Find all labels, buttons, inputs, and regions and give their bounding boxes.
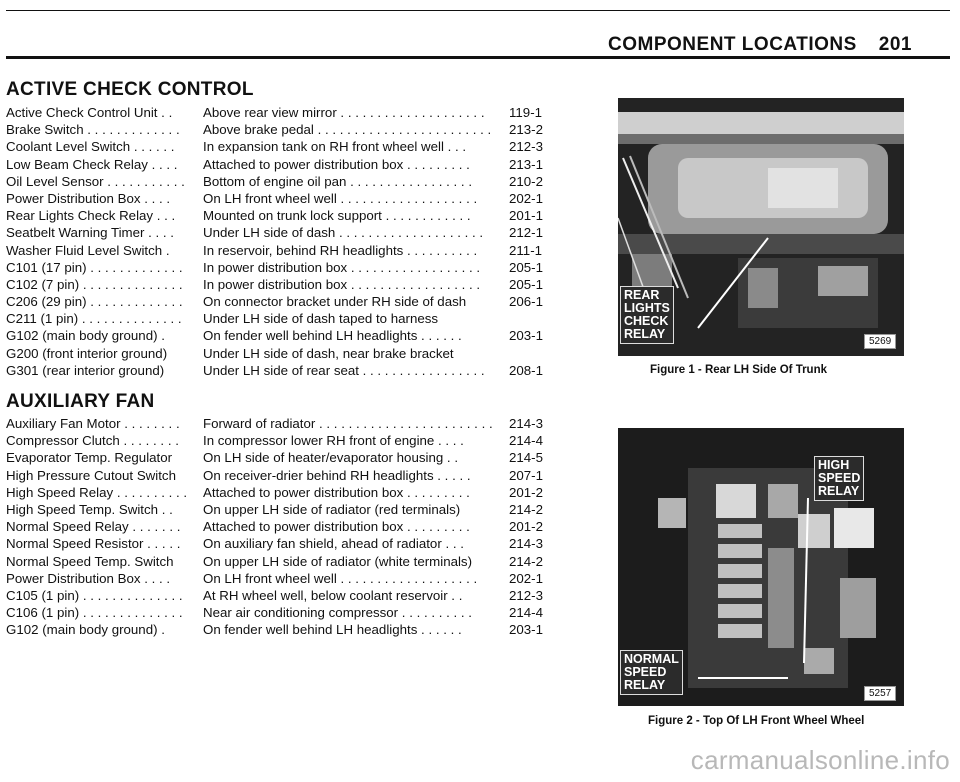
entry-row bbox=[6, 362, 566, 379]
component-name: Washer Fluid Level Switch . bbox=[6, 242, 170, 258]
component-location: Attached to power distribution box . . . . . . . . . bbox=[203, 156, 470, 172]
figure-reference: 212-1 bbox=[509, 225, 544, 241]
component-name: High Pressure Cutout Switch bbox=[6, 467, 176, 483]
component-location: On fender well behind LH headlights . . . . . . bbox=[203, 328, 462, 344]
figure-reference: 211-1 bbox=[509, 242, 543, 258]
figure-reference: 201-1 bbox=[509, 208, 544, 224]
entry-row bbox=[6, 276, 566, 293]
component-name: G200 (front interior ground) bbox=[6, 345, 168, 361]
component-location: On LH front wheel well . . . . . . . . . . . . . . . . . . . bbox=[203, 190, 478, 206]
component-name: C206 (29 pin) . . . . . . . . . . . . . bbox=[6, 294, 183, 310]
callout-line: HIGH bbox=[818, 458, 850, 472]
photo-number: 5269 bbox=[864, 334, 896, 349]
figure-reference: 201-2 bbox=[509, 519, 544, 535]
entry-row bbox=[6, 467, 566, 484]
figure-reference: 214-2 bbox=[509, 501, 544, 517]
entry-row bbox=[6, 207, 566, 224]
figure-reference: 205-1 bbox=[509, 259, 544, 275]
entry-row bbox=[6, 242, 566, 259]
component-location: Attached to power distribution box . . . . . . . . . bbox=[203, 484, 470, 500]
figure-reference: 213-1 bbox=[509, 156, 544, 172]
callout-line: SPEED bbox=[818, 471, 861, 485]
component-name: Active Check Control Unit . . bbox=[6, 105, 173, 120]
active-check-list bbox=[6, 104, 566, 379]
aux-fan-title: AUXILIARY FAN bbox=[6, 391, 155, 412]
component-location: Bottom of engine oil pan . . . . . . . . . . . . . . . . . bbox=[203, 173, 473, 189]
page-number: 201 bbox=[878, 34, 912, 55]
component-location: Under LH side of dash taped to harness bbox=[203, 311, 439, 327]
active-check-title: ACTIVE CHECK CONTROL bbox=[6, 79, 254, 100]
figure-reference: 210-2 bbox=[509, 173, 544, 189]
component-location: Near air conditioning compressor . . . . . . . . . . bbox=[203, 605, 472, 621]
component-name: Normal Speed Resistor . . . . . bbox=[6, 536, 181, 552]
entry-row bbox=[6, 310, 566, 327]
component-location: Under LH side of dash, near brake bracket bbox=[203, 345, 454, 361]
component-name: C101 (17 pin) . . . . . . . . . . . . . bbox=[6, 259, 183, 275]
callout-line: LIGHTS bbox=[624, 301, 670, 315]
component-location: On receiver-drier behind RH headlights . . . . . bbox=[203, 467, 471, 483]
entry-row bbox=[6, 121, 566, 138]
component-location: In power distribution box . . . . . . . . . . . . . . . . . . bbox=[203, 276, 481, 292]
component-location: At RH wheel well, below coolant reservoir . . bbox=[203, 587, 463, 603]
component-name: High Speed Temp. Switch . . bbox=[6, 501, 173, 517]
top-thin-rule bbox=[6, 10, 950, 11]
component-location: On upper LH side of radiator (white terminals) bbox=[203, 553, 473, 569]
component-name: Coolant Level Switch . . . . . . bbox=[6, 139, 175, 155]
component-name: Brake Switch . . . . . . . . . . . . . bbox=[6, 122, 180, 138]
figure-reference: 202-1 bbox=[509, 190, 544, 206]
entry-row bbox=[6, 604, 566, 621]
entry-row bbox=[6, 259, 566, 276]
figure-reference: 214-4 bbox=[509, 433, 544, 449]
aux-fan-list bbox=[6, 415, 566, 638]
entry-row bbox=[6, 449, 566, 466]
callout-line: RELAY bbox=[624, 678, 666, 692]
component-name: Compressor Clutch . . . . . . . . bbox=[6, 433, 179, 449]
component-location: In power distribution box . . . . . . . . . . . . . . . . . . bbox=[203, 259, 481, 275]
component-name: Normal Speed Relay . . . . . . . bbox=[6, 519, 181, 535]
figure-reference: 212-3 bbox=[509, 139, 544, 155]
entry-row bbox=[6, 570, 566, 587]
component-location: Forward of radiator . . . . . . . . . . . . . . . . . . . . . . . . bbox=[203, 416, 493, 431]
component-location: On fender well behind LH headlights . . . . . . bbox=[203, 622, 462, 638]
figure-reference: 212-3 bbox=[509, 587, 544, 603]
callout-line: RELAY bbox=[818, 484, 860, 498]
component-name: Auxiliary Fan Motor . . . . . . . . bbox=[6, 416, 180, 431]
entry-row bbox=[6, 553, 566, 570]
entry-row bbox=[6, 535, 566, 552]
photo-number: 5257 bbox=[864, 686, 896, 701]
section-heading: COMPONENT LOCATIONS bbox=[608, 34, 857, 55]
component-location: Above rear view mirror . . . . . . . . . . . . . . . . . . . . bbox=[203, 105, 485, 120]
figure-1-caption: Figure 1 - Rear LH Side Of Trunk bbox=[650, 364, 828, 376]
figure-reference: 214-2 bbox=[509, 553, 544, 569]
trunk-photo bbox=[618, 98, 904, 356]
figure-reference: 208-1 bbox=[509, 362, 544, 378]
component-name: Normal Speed Temp. Switch bbox=[6, 553, 174, 569]
component-name: C211 (1 pin) . . . . . . . . . . . . . . bbox=[6, 311, 182, 327]
callout-line: RELAY bbox=[624, 327, 666, 341]
figure-reference: 203-1 bbox=[509, 622, 544, 638]
figure-reference: 201-2 bbox=[509, 484, 544, 500]
entry-row bbox=[6, 432, 566, 449]
entry-row bbox=[6, 621, 566, 638]
entry-row bbox=[6, 327, 566, 344]
figure-reference: 205-1 bbox=[509, 276, 544, 292]
entry-row bbox=[6, 190, 566, 207]
component-name: High Speed Relay . . . . . . . . . . bbox=[6, 484, 188, 500]
figure-reference: 207-1 bbox=[509, 467, 544, 483]
header-rule bbox=[6, 56, 950, 59]
component-location: In compressor lower RH front of engine . . . . bbox=[203, 433, 464, 449]
callout-line: REAR bbox=[624, 288, 660, 302]
component-location: Under LH side of rear seat . . . . . . . . . . . . . . . . . bbox=[203, 362, 485, 378]
component-name: G102 (main body ground) . bbox=[6, 328, 165, 344]
component-name: C105 (1 pin) . . . . . . . . . . . . . . bbox=[6, 587, 183, 603]
callout-line: CHECK bbox=[624, 314, 669, 328]
component-name: Rear Lights Check Relay . . . bbox=[6, 208, 176, 224]
entry-row bbox=[6, 587, 566, 604]
entry-row bbox=[6, 224, 566, 241]
entry-row bbox=[6, 138, 566, 155]
high-speed-relay-callout bbox=[814, 456, 864, 501]
component-location: In reservoir, behind RH headlights . . . . . . . . . . bbox=[203, 242, 478, 258]
callout-line: NORMAL bbox=[624, 652, 679, 666]
entry-row bbox=[6, 345, 566, 362]
entry-row bbox=[6, 156, 566, 173]
entry-row bbox=[6, 518, 566, 535]
figure-reference: 214-3 bbox=[509, 416, 544, 431]
component-name: C102 (7 pin) . . . . . . . . . . . . . . bbox=[6, 276, 183, 292]
fuse-box-photo bbox=[618, 428, 904, 706]
rear-lights-check-relay-callout bbox=[620, 286, 674, 344]
figure-reference: 119-1 bbox=[509, 105, 543, 120]
figure-reference: 214-5 bbox=[509, 450, 544, 466]
component-name: G102 (main body ground) . bbox=[6, 622, 165, 638]
component-name: Oil Level Sensor . . . . . . . . . . . bbox=[6, 173, 185, 189]
figure-reference: 202-1 bbox=[509, 570, 544, 586]
component-location: Attached to power distribution box . . . . . . . . . bbox=[203, 519, 470, 535]
figure-reference: 214-3 bbox=[509, 536, 544, 552]
component-location: On auxiliary fan shield, ahead of radiator . . . bbox=[203, 536, 464, 552]
component-location: In expansion tank on RH front wheel well . . . bbox=[203, 139, 467, 155]
component-name: G301 (rear interior ground) bbox=[6, 362, 165, 378]
component-location: Above brake pedal . . . . . . . . . . . . . . . . . . . . . . . . bbox=[203, 122, 492, 138]
component-name: C106 (1 pin) . . . . . . . . . . . . . . bbox=[6, 605, 183, 621]
callout-line: SPEED bbox=[624, 665, 667, 679]
component-name: Low Beam Check Relay . . . . bbox=[6, 156, 178, 172]
entry-row bbox=[6, 501, 566, 518]
component-location: On LH front wheel well . . . . . . . . . . . . . . . . . . . bbox=[203, 570, 478, 586]
normal-speed-relay-callout bbox=[620, 650, 683, 695]
figure-2-caption: Figure 2 - Top Of LH Front Wheel Wheel bbox=[648, 715, 865, 727]
running-head bbox=[608, 34, 912, 56]
entry-row bbox=[6, 173, 566, 190]
component-location: On LH side of heater/evaporator housing . . bbox=[203, 450, 459, 466]
entry-row bbox=[6, 484, 566, 501]
component-name: Power Distribution Box . . . . bbox=[6, 570, 171, 586]
component-name: Seatbelt Warning Timer . . . . bbox=[6, 225, 174, 241]
component-name: Power Distribution Box . . . . bbox=[6, 190, 171, 206]
figure-reference: 203-1 bbox=[509, 328, 544, 344]
watermark: carmanualsonline.info bbox=[690, 745, 950, 775]
component-name: Evaporator Temp. Regulator bbox=[6, 450, 173, 466]
component-location: On connector bracket under RH side of dash bbox=[203, 294, 467, 310]
entry-row bbox=[6, 104, 566, 121]
figure-reference: 214-4 bbox=[509, 605, 544, 621]
entry-row bbox=[6, 293, 566, 310]
component-location: On upper LH side of radiator (red terminals) bbox=[203, 501, 461, 517]
figure-reference: 206-1 bbox=[509, 294, 544, 310]
entry-row bbox=[6, 415, 566, 432]
component-location: Mounted on trunk lock support . . . . . . . . . . . . bbox=[203, 208, 471, 224]
component-location: Under LH side of dash . . . . . . . . . . . . . . . . . . . . bbox=[203, 225, 484, 241]
figure-reference: 213-2 bbox=[509, 122, 544, 138]
